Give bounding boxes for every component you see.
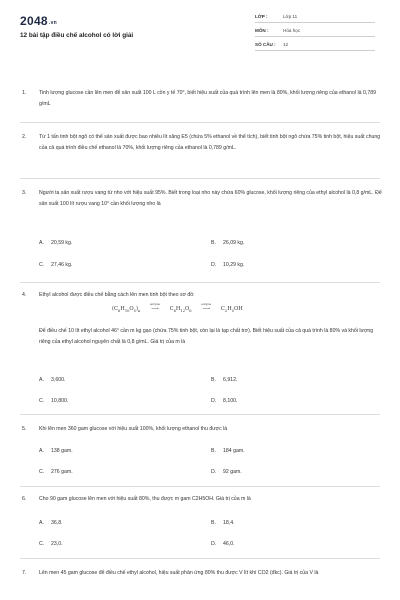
reaction-scheme: $(C_6H_{10}O_5)_n$ enzyme ⟶ $C_6H_{12}O_6$ enzyme ⟶ $C_2H_5OH$ [112, 302, 243, 314]
question-text: Cho 90 gam glucose lên men với hiệu suất 80%, thu được m gam C2H5OH. Giá trị của m là [39, 496, 251, 502]
option-c[interactable]: C. 27,46 kg. [39, 262, 73, 268]
meta-grade-value: Lớp 11 [283, 14, 298, 19]
meta-subject-value: Hóa học [283, 28, 301, 33]
option-a[interactable]: A. 36,8. [39, 520, 63, 526]
divider [255, 36, 375, 37]
meta-count-label: SỐ CÂU : [255, 42, 276, 47]
question-text: Lên men 45 gam glucose để điều chế ethyl alcohol, hiệu suất phản ứng 80% thu được V lít khí CO2 (đkc). Giá trị của V là [39, 570, 319, 576]
option-c[interactable]: C. 276 gam. [39, 469, 73, 475]
option-d[interactable]: D. 10,29 kg. [211, 262, 245, 268]
divider [255, 50, 375, 51]
question-text: Người ta sản xuất rượu vang từ nho với hiệu suất 95%. Biết trong loại nho này chứa 60% glucose, khối lượng riêng của ethyl alcohol là 0,8 g/mL. Để sản xuất 100 lít rượu vang 10° cần khối lượng nho là [39, 190, 382, 207]
site-logo[interactable]: 2048.vn [20, 14, 58, 28]
question-number: 5. [22, 426, 27, 432]
option-c[interactable]: C. 23,0. [39, 541, 63, 547]
divider [20, 558, 380, 559]
option-d[interactable]: D. 8,100. [211, 398, 238, 404]
option-d[interactable]: D. 92 gam. [211, 469, 242, 475]
option-c[interactable]: C. 10,800. [39, 398, 69, 404]
divider [20, 178, 380, 179]
page-header [0, 0, 400, 50]
option-a[interactable]: A. 20,59 kg. [39, 240, 73, 246]
option-b[interactable]: B. 184 gam. [211, 448, 245, 454]
option-b[interactable]: B. 6,912. [211, 377, 238, 383]
option-b[interactable]: B. 26,09 kg. [211, 240, 245, 246]
question-text: Để điều chế 10 lít ethyl alcohol 46° cần m kg gạo (chứa 75% tinh bột, còn lại là tạp chất trơ). Biết hiệu suất của cả quá trình là 80% và khối lượng riêng của ethyl alcohol nguyên chất là 0,8 g/mL. Giá trị của m là [39, 328, 374, 345]
reaction-arrow-icon: enzyme ⟶ [201, 302, 212, 312]
document-title: 12 bài tập điều chế alcohol có lời giải [20, 32, 134, 39]
divider [20, 122, 380, 123]
divider [255, 22, 375, 23]
question-number: 7. [22, 570, 27, 576]
option-d[interactable]: D. 46,0. [211, 541, 235, 547]
question-number: 2. [22, 134, 27, 140]
question-number: 4. [22, 292, 27, 298]
option-a[interactable]: A. 138 gam. [39, 448, 73, 454]
question-text: Từ 1 tấn tinh bột ngô có thể sản xuất được bao nhiêu lít xăng E5 (chứa 5% ethanol về thể tích), biết tinh bột ngô chứa 75% tinh bột, hiệu suất chung của cả quá trình điều chế ethanol là 70%, khối lượng riêng của ethanol là 0,789 g/mL. [39, 134, 381, 151]
divider [20, 414, 380, 415]
question-text: Khi lên men 360 gam glucose với hiệu suất 100%, khối lượng ethanol thu được là [39, 426, 228, 432]
option-a[interactable]: A. 3,600. [39, 377, 66, 383]
divider [20, 486, 380, 487]
question-number: 3. [22, 190, 27, 196]
question-number: 6. [22, 496, 27, 502]
meta-count-value: 12 [283, 42, 289, 47]
question-text: Ethyl alcohol được điều chế bằng cách lên men tinh bột theo sơ đồ: [39, 292, 195, 298]
divider [20, 282, 380, 283]
meta-subject-label: MÔN : [255, 28, 269, 33]
question-number: 1. [22, 90, 27, 96]
question-text: Tinh lượng glucose cần lên men để sản xuất 100 L cồn y tế 70°, biết hiệu suất của quá trình lên men là 80%, khối lượng riêng của ethanol là 0,789 g/mL [39, 90, 376, 107]
option-b[interactable]: B. 18,4. [211, 520, 235, 526]
meta-grade-label: LỚP : [255, 14, 268, 19]
reaction-arrow-icon: enzyme ⟶ [150, 302, 160, 312]
